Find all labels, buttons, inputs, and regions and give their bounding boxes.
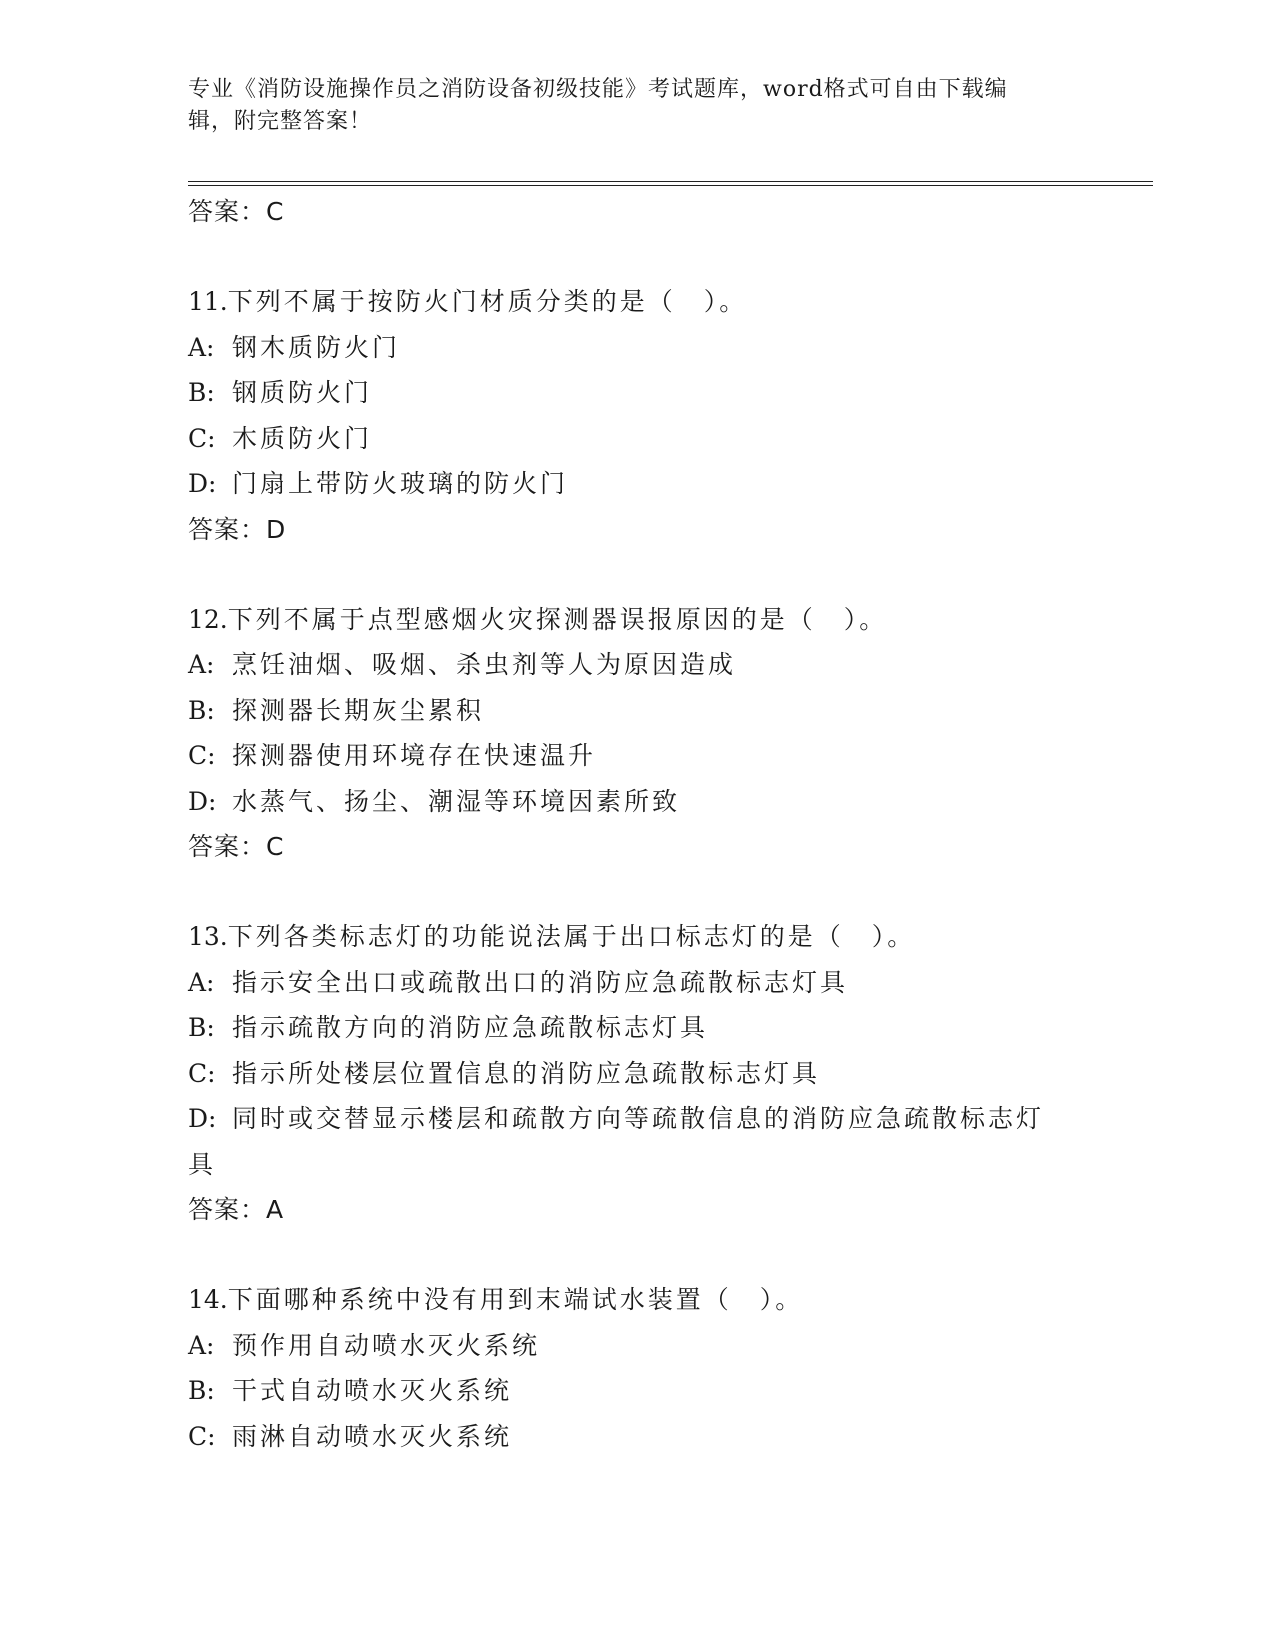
option-label: D:: [188, 469, 217, 498]
question-number: 13.: [188, 922, 228, 951]
option-b: [188, 370, 1088, 416]
question-text: 下列不属于点型感烟火灾探测器误报原因的是（ ）。: [227, 604, 888, 634]
option-label: C:: [188, 1421, 216, 1451]
option-a: [188, 960, 1088, 1006]
question-12: [188, 597, 1088, 643]
header-line-2: 辑，附完整答案！: [188, 109, 373, 134]
option-label: C:: [188, 423, 216, 453]
option-text: 雨淋自动喷水灭火系统: [232, 1421, 513, 1451]
option-b: [188, 1368, 1088, 1414]
option-text: 指示疏散方向的消防应急疏散标志灯具: [232, 1013, 709, 1042]
option-b: [188, 1005, 1088, 1051]
option-text: 烹饪油烟、吸烟、杀虫剂等人为原因造成: [232, 650, 737, 679]
question-number: 12.: [188, 604, 228, 634]
option-d: [188, 779, 1088, 825]
option-label: D:: [188, 786, 217, 816]
option-c: [188, 1414, 1088, 1460]
option-c: [188, 733, 1088, 779]
question-text: 下面哪种系统中没有用到末端试水装置（ ）。: [227, 1285, 804, 1314]
page-header: [188, 74, 1068, 138]
option-d-continuation: 具: [188, 1149, 217, 1179]
option-a: [188, 642, 1088, 688]
question-number: 14.: [188, 1285, 228, 1314]
option-label: A:: [188, 650, 215, 679]
option-d: [188, 1096, 1088, 1142]
option-text: 水蒸气、扬尘、潮湿等环境因素所致: [232, 786, 681, 816]
option-label: A:: [188, 332, 215, 362]
option-text: 探测器长期灰尘累积: [232, 695, 485, 725]
question-11: [188, 279, 1088, 325]
question-14: [188, 1277, 1088, 1323]
option-text: 木质防火门: [232, 423, 373, 453]
option-label: C:: [188, 1058, 216, 1088]
option-text: 干式自动喷水灭火系统: [232, 1376, 513, 1405]
option-c: [188, 416, 1088, 462]
option-text: 钢质防火门: [232, 378, 373, 407]
option-d: [188, 461, 1088, 507]
question-text: 下列不属于按防火门材质分类的是（ ）。: [227, 287, 748, 316]
option-label: B:: [188, 695, 215, 725]
previous-answer: 答案：C: [188, 197, 285, 226]
question-list: [188, 189, 1088, 1459]
header-double-rule: [188, 181, 1153, 186]
option-text: 指示所处楼层位置信息的消防应急疏散标志灯具: [232, 1058, 821, 1088]
option-a: [188, 1323, 1088, 1369]
question-text: 下列各类标志灯的功能说法属于出口标志灯的是（ ）。: [227, 922, 916, 951]
option-c: [188, 1051, 1088, 1097]
header-line-1: 专业《消防设施操作员之消防设备初级技能》考试题库，word格式可自由下载编: [188, 77, 1008, 102]
option-label: B:: [188, 1376, 215, 1405]
option-label: D:: [188, 1104, 217, 1133]
option-text: 指示安全出口或疏散出口的消防应急疏散标志灯具: [232, 967, 849, 997]
answer-11: 答案：D: [188, 514, 287, 544]
option-text: 预作用自动喷水灭火系统: [232, 1330, 541, 1360]
option-label: A:: [188, 1330, 215, 1360]
option-text: 探测器使用环境存在快速温升: [232, 741, 597, 770]
question-13: [188, 914, 1088, 960]
option-label: B:: [188, 1013, 215, 1042]
option-text: 门扇上带防火玻璃的防火门: [232, 469, 569, 498]
option-text: 同时或交替显示楼层和疏散方向等疏散信息的消防应急疏散标志灯: [232, 1104, 1045, 1133]
option-b: [188, 688, 1088, 734]
option-text: 钢木质防火门: [232, 332, 401, 362]
question-number: 11.: [188, 287, 228, 316]
answer-13: 答案：A: [188, 1195, 285, 1224]
answer-12: 答案：C: [188, 832, 285, 861]
option-a: [188, 325, 1088, 371]
option-label: B:: [188, 378, 215, 407]
option-label: C:: [188, 741, 216, 770]
option-label: A:: [188, 967, 215, 997]
